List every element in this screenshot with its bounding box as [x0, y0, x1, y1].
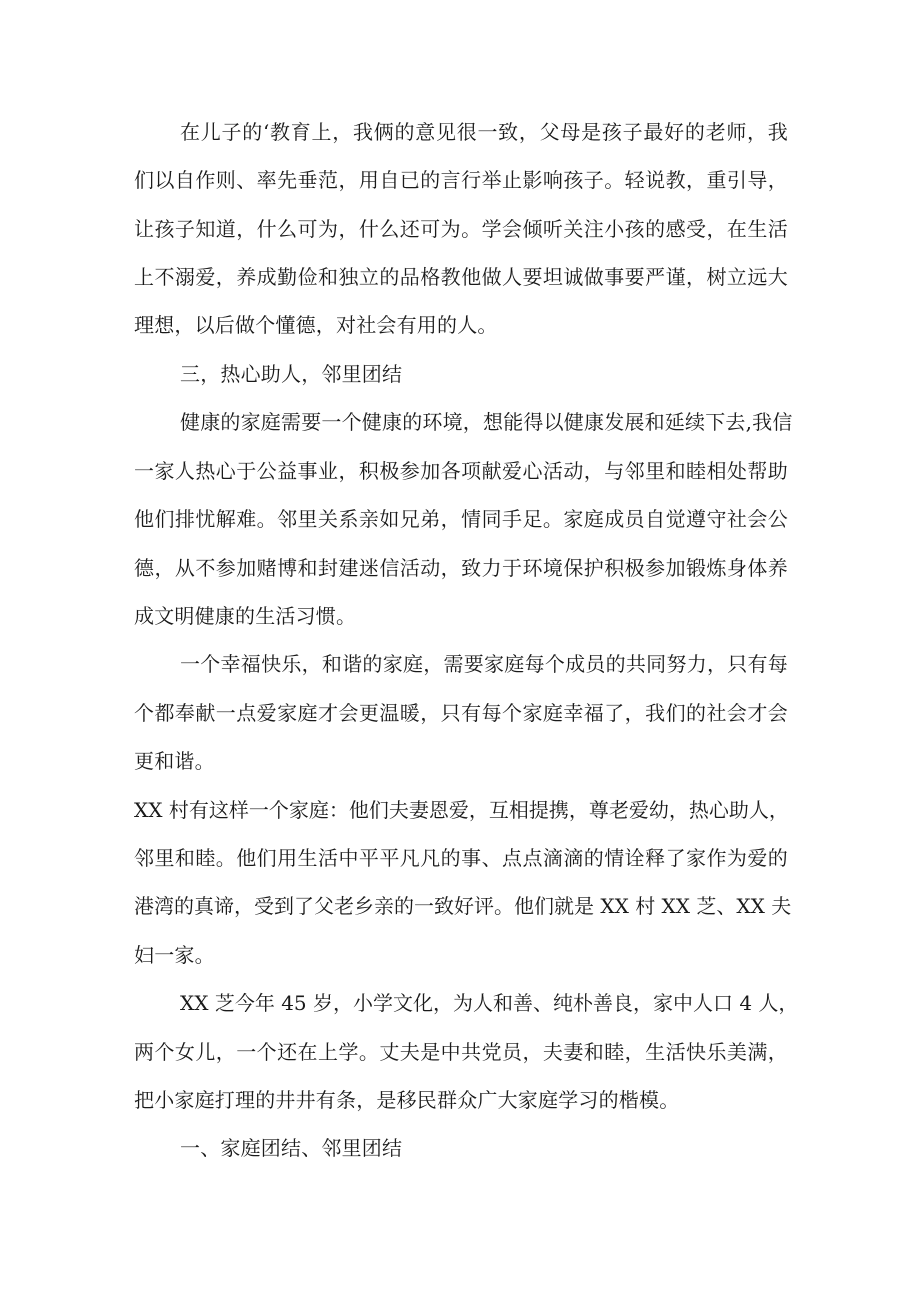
text-line: 上不溺爱，养成勤俭和独立的品格教他做人要坦诚做事要严谨，树立远大	[134, 265, 788, 289]
text-line: 让孩子知道，什么可为，什么还可为。学会倾听关注小孩的感受，在生活	[134, 217, 788, 241]
section-heading: 一、家庭团结、邻里团结	[180, 1136, 403, 1160]
text-line: 把小家庭打理的井井有条，是移民群众广大家庭学习的楷模。	[134, 1088, 680, 1112]
text-line: 港湾的真谛，受到了父老乡亲的一致好评。他们就是 XX 村 XX 芝、XX 夫	[134, 894, 792, 918]
text-line: 妇一家。	[134, 943, 215, 967]
section-heading: 三，热心助人，邻里团结	[180, 362, 403, 386]
text-line: 理想，以后做个懂德，对社会有用的人。	[134, 313, 498, 337]
text-line: 他们排忧解难。邻里关系亲如兄弟，情同手足。家庭成员自觉遵守社会公	[134, 507, 788, 531]
text-line: 邻里和睦。他们用生活中平平凡凡的事、点点滴滴的情诠释了家作为爱的	[134, 846, 788, 870]
text-line: 健康的家庭需要一个健康的环境，想能得以健康发展和延续下去,我信	[180, 410, 793, 434]
text-line: XX 村有这样一个家庭：他们夫妻恩爱，互相提携，尊老爱幼，热心助人，	[134, 798, 789, 822]
text-line: 一家人热心于公益事业，积极参加各项献爱心活动，与邻里和睦相处帮助	[134, 459, 788, 483]
text-line: 在儿子的‘教育上，我俩的意见很一致，父母是孩子最好的老师，我	[180, 120, 788, 144]
text-line: 两个女儿，一个还在上学。丈夫是中共党员，夫妻和睦，生活快乐美满，	[134, 1040, 788, 1064]
text-line: 一个幸福快乐，和谐的家庭，需要家庭每个成员的共同努力，只有每	[180, 652, 788, 676]
text-line: 德，从不参加赌博和封建迷信活动，致力于环境保护积极参加锻炼身体养	[134, 556, 788, 580]
text-line: 们以自作则、率先垂范，用自已的言行举止影响孩子。轻说教，重引导，	[134, 168, 788, 192]
text-line: 成文明健康的生活习惯。	[134, 604, 357, 628]
text-line: XX 芝今年 45 岁，小学文化，为人和善、纯朴善良，家中人口 4 人，	[180, 991, 799, 1015]
text-line: 个都奉献一点爱家庭才会更温暖，只有每个家庭幸福了，我们的社会才会	[134, 701, 788, 725]
text-line: 更和谐。	[134, 749, 215, 773]
